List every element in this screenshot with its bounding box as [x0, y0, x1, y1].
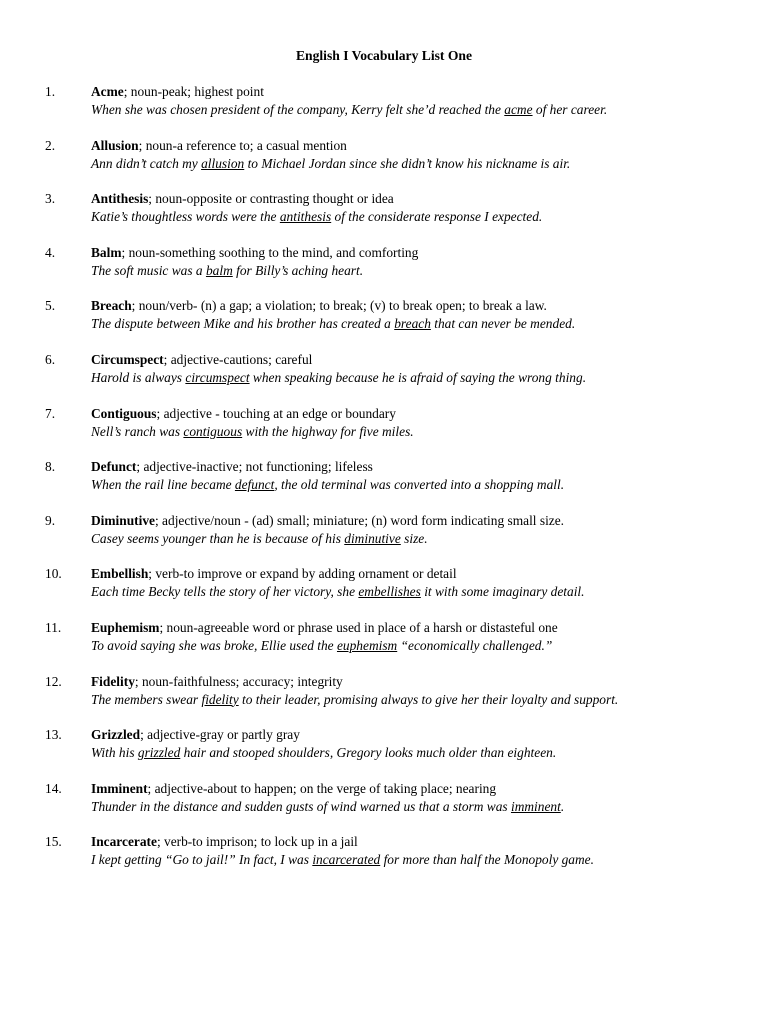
definition-line — [91, 673, 343, 691]
definition-line — [91, 512, 564, 530]
example-target-word: imminent — [510, 798, 561, 814]
entry-number: 3. — [45, 191, 56, 207]
example-before: Ann didn’t catch my — [91, 155, 202, 171]
example-before: Katie’s thoughtless words were the — [91, 209, 280, 225]
vocabulary-word: Allusion — [91, 137, 139, 153]
example-target-word: acme — [504, 102, 533, 117]
vocabulary-word: Contiguous — [91, 405, 157, 421]
entry-number: 1. — [45, 84, 56, 99]
entry-number: 10. — [45, 566, 62, 582]
example-before: Harold is always — [91, 370, 186, 385]
example-before: The members swear — [91, 691, 202, 707]
definition-line — [91, 726, 300, 744]
example-after: that can never be mended. — [430, 316, 576, 332]
entry-number: 6. — [45, 352, 56, 367]
definition-line — [91, 458, 373, 476]
example-after: . — [560, 798, 565, 814]
definition-line — [91, 780, 496, 798]
example-target-word: embellishes — [358, 584, 421, 600]
example-after: it with some imaginary detail. — [420, 584, 585, 600]
example-sentence — [91, 691, 618, 709]
definition-text: ; adjective-gray or partly gray — [140, 727, 300, 743]
definition-text: ; noun-faithfulness; accuracy; integrity — [134, 673, 343, 689]
definition-text: ; verb-to improve or expand by adding ornament or detail — [148, 566, 457, 582]
entry-number: 11. — [45, 620, 62, 635]
vocabulary-word: Embellish — [91, 566, 149, 582]
definition-line — [91, 405, 396, 423]
example-sentence — [91, 530, 428, 548]
definition-line — [91, 565, 457, 583]
definition-text: ; noun-a reference to; a casual mention — [138, 137, 347, 153]
definition-text: ; adjective - touching at an edge or boundary — [156, 405, 396, 421]
definition-line — [91, 190, 394, 208]
vocabulary-word: Antithesis — [91, 191, 149, 207]
vocabulary-word: Fidelity — [91, 673, 135, 689]
definition-text: ; verb-to imprison; to lock up in a jail — [156, 834, 358, 850]
entry-number: 13. — [45, 727, 62, 743]
example-sentence — [91, 637, 552, 655]
definition-line — [91, 297, 547, 315]
entry-number: 7. — [45, 405, 56, 421]
example-sentence — [91, 101, 607, 119]
example-after: with the highway for five miles. — [242, 423, 414, 439]
example-sentence — [91, 208, 542, 226]
definition-line — [91, 137, 347, 155]
example-sentence — [91, 369, 586, 387]
example-sentence — [91, 851, 594, 869]
example-before: I kept getting “Go to jail!” In fact, I was — [91, 852, 313, 868]
definition-line — [91, 244, 418, 262]
example-target-word: balm — [205, 262, 233, 278]
definition-text: ; adjective-about to happen; on the verge of taking place; nearing — [147, 780, 497, 796]
example-sentence — [91, 315, 575, 333]
example-after: to their leader, promising always to give her their loyalty and support. — [238, 691, 619, 707]
example-sentence — [91, 262, 363, 280]
entry-number: 2. — [45, 137, 56, 153]
definition-text: ; adjective-inactive; not functioning; lifeless — [136, 459, 373, 475]
example-target-word: defunct — [234, 477, 275, 493]
example-before: To avoid saying she was broke, Ellie used the — [91, 638, 337, 653]
example-sentence — [91, 798, 564, 816]
entry-number: 15. — [45, 834, 62, 850]
entry-number: 4. — [45, 244, 56, 260]
example-target-word: incarcerated — [312, 852, 381, 868]
example-sentence — [91, 476, 564, 494]
example-before: Nell’s ranch was — [91, 423, 184, 439]
example-before: Casey seems younger than he is because of his — [91, 530, 345, 546]
definition-text: ; adjective/noun - (ad) small; miniature; (n) word form indicating small size. — [154, 512, 565, 528]
vocabulary-word: Incarcerate — [91, 834, 157, 850]
definition-text: ; noun-opposite or contrasting thought or idea — [148, 191, 394, 207]
example-target-word: breach — [394, 316, 431, 332]
example-before: The soft music was a — [91, 262, 206, 278]
entry-number: 14. — [45, 780, 62, 796]
example-after: when speaking because he is afraid of saying the wrong thing. — [249, 370, 587, 385]
entry-number: 5. — [45, 298, 56, 314]
example-before: Each time Becky tells the story of her victory, she — [91, 584, 359, 600]
entry-number: 9. — [45, 512, 56, 528]
example-before: The dispute between Mike and his brother has created a — [91, 316, 395, 332]
entry-number: 8. — [45, 459, 56, 475]
example-after: hair and stooped shoulders, Gregory looks much older than eighteen. — [180, 745, 557, 761]
vocabulary-word: Euphemism — [91, 620, 160, 635]
example-sentence — [91, 423, 414, 441]
example-after: for Billy’s aching heart. — [232, 262, 364, 278]
definition-line — [91, 351, 312, 369]
example-after: to Michael Jordan since she didn’t know his nickname is air. — [244, 155, 571, 171]
example-target-word: euphemism — [336, 638, 398, 653]
definition-text: ; noun-peak; highest point — [123, 84, 264, 99]
example-before: With his — [91, 745, 138, 761]
example-after: “economically challenged.” — [397, 638, 553, 653]
definition-line — [91, 83, 264, 101]
page-title: English I Vocabulary List One — [295, 48, 472, 63]
example-target-word: contiguous — [183, 423, 243, 439]
example-sentence — [91, 744, 556, 762]
definition-line — [91, 619, 558, 637]
example-target-word: circumspect — [185, 370, 250, 385]
example-target-word: diminutive — [344, 530, 401, 546]
vocabulary-word: Grizzled — [91, 727, 141, 743]
example-before: When she was chosen president of the company, Kerry felt she’d reached the — [91, 102, 505, 117]
definition-text: ; noun-something soothing to the mind, and comforting — [121, 244, 419, 260]
vocabulary-word: Breach — [91, 298, 132, 314]
example-after: for more than half the Monopoly game. — [380, 852, 594, 868]
example-sentence — [91, 583, 585, 601]
example-after: of the considerate response I expected. — [331, 209, 543, 225]
entry-number: 12. — [45, 673, 62, 689]
example-target-word: allusion — [201, 155, 245, 171]
example-after: size. — [400, 530, 428, 546]
vocabulary-word: Balm — [91, 244, 122, 260]
vocabulary-word: Acme — [91, 84, 124, 99]
definition-text: ; noun/verb- (n) a gap; a violation; to break; (v) to break open; to break a law. — [131, 298, 547, 314]
vocabulary-word: Circumspect — [91, 352, 164, 367]
definition-line — [91, 833, 358, 851]
vocabulary-word: Diminutive — [91, 512, 155, 528]
example-sentence — [91, 155, 570, 173]
example-after: of her career. — [532, 102, 608, 117]
example-target-word: grizzled — [137, 745, 181, 761]
example-before: Thunder in the distance and sudden gusts of wind warned us that a storm was — [91, 798, 511, 814]
definition-text: ; adjective-cautions; careful — [163, 352, 313, 367]
example-before: When the rail line became — [91, 477, 235, 493]
definition-text: ; noun-agreeable word or phrase used in place of a harsh or distasteful one — [159, 620, 558, 635]
example-target-word: fidelity — [201, 691, 239, 707]
vocabulary-word: Defunct — [91, 459, 137, 475]
vocabulary-word: Imminent — [91, 780, 148, 796]
example-after: , the old terminal was converted into a shopping mall. — [274, 477, 565, 493]
example-target-word: antithesis — [279, 209, 332, 225]
